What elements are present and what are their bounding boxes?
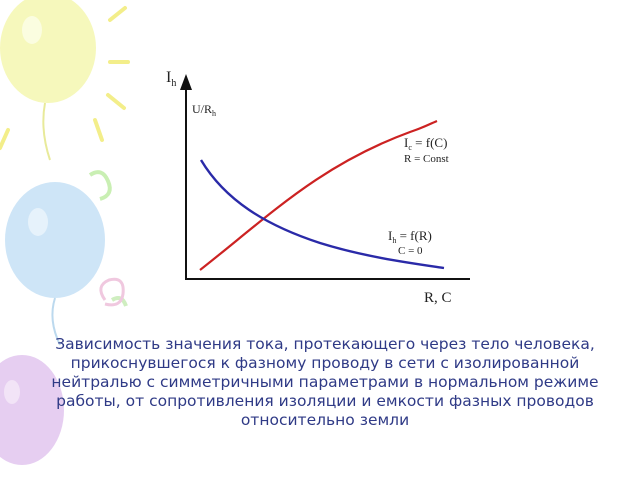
y-axis-label: $I_h$: [166, 69, 177, 89]
curve-r-label-line2: C = 0: [398, 245, 423, 257]
curve-r-label-line1: $I_h = f(R)$: [388, 228, 432, 245]
curve-c-label-line2: R = Const: [404, 153, 449, 165]
y-level-label: $U/R_h$: [192, 102, 217, 118]
y-axis-arrow: [180, 74, 192, 90]
curve-c-label-line1: $I_c = f(C)$: [404, 135, 448, 152]
x-axis-label: R, C: [424, 290, 452, 306]
figure-caption: Зависимость значения тока, протекающего через тело человека, прикоснувшегося к фазному проводу в сети с изолированной нейтралью с симметричными параметрами в нормальном режиме работы, от сопротивления изоляции и емкости фазных проводов относительно земли: [51, 335, 599, 429]
